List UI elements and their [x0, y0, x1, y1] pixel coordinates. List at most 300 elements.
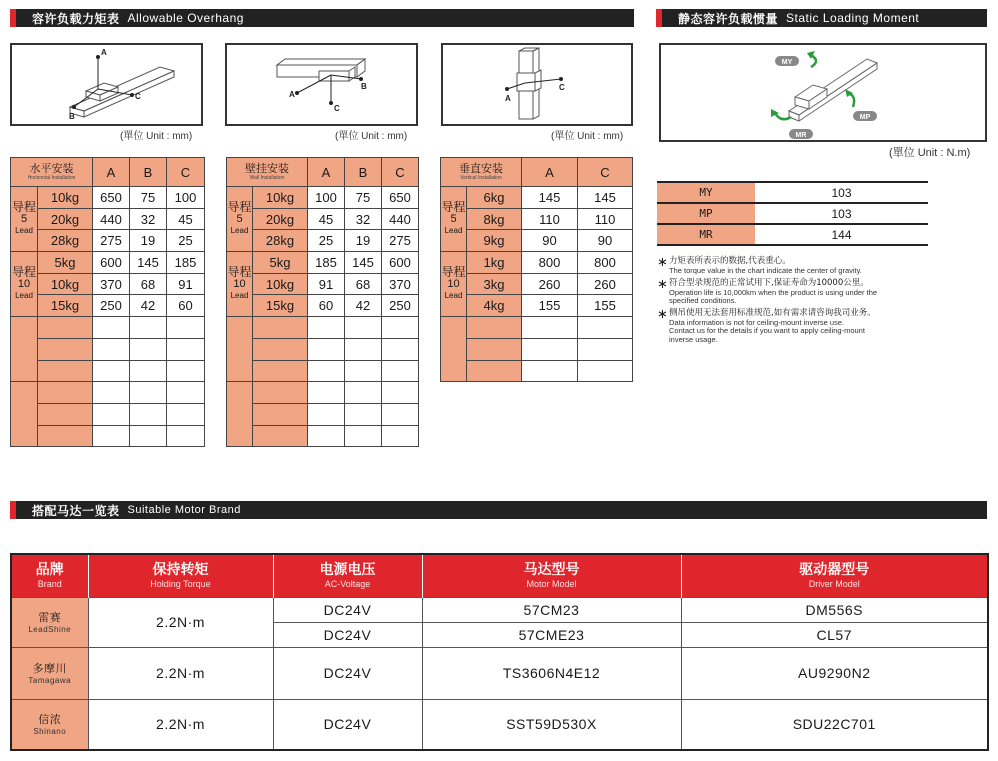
value-b: 19 [130, 230, 167, 252]
moment-section-bar [656, 9, 987, 27]
table-row [657, 182, 928, 203]
empty-cell [130, 425, 167, 447]
torque-cell: 2.2N·m [88, 597, 273, 647]
horizontal-unit-label: (單位 Unit : mm) [120, 131, 193, 142]
header-en: AC-Voltage [324, 579, 371, 590]
header-cn: 驱动器型号 [799, 562, 870, 579]
value-a: 185 [308, 252, 345, 274]
header-voltage [273, 554, 422, 597]
voltage-cell: DC24V [273, 597, 422, 622]
header-brand [11, 554, 88, 597]
empty-kg-cell [38, 382, 93, 404]
empty-cell [578, 360, 633, 382]
value-a: 100 [308, 187, 345, 209]
col-c: C [167, 158, 205, 187]
table-row [11, 230, 205, 252]
header-cn: 电源电压 [319, 562, 376, 579]
empty-cell [130, 338, 167, 360]
red-marker [10, 501, 16, 519]
overhang-title-en: Allowable Overhang [127, 11, 244, 25]
header-en: Wall Installation [249, 175, 285, 181]
value-a: 60 [308, 295, 345, 317]
empty-cell [345, 338, 382, 360]
value-a: 25 [308, 230, 345, 252]
empty-cell [578, 317, 633, 339]
empty-cell [93, 360, 130, 382]
horizontal-install-diagram [10, 43, 203, 126]
table-row [227, 187, 419, 209]
load-kg: 20kg [38, 208, 93, 230]
empty-cell [382, 317, 419, 339]
load-kg: 10kg [38, 187, 93, 209]
empty-lead-cell [441, 317, 467, 382]
empty-cell [93, 317, 130, 339]
label-my: MY [781, 59, 793, 66]
empty-cell [308, 317, 345, 339]
empty-row [227, 403, 419, 425]
empty-cell [345, 403, 382, 425]
table-row [657, 203, 928, 224]
empty-cell [382, 403, 419, 425]
wall-unit-label: (單位 Unit : mm) [335, 131, 408, 142]
header-en: Holding Torque [150, 579, 211, 590]
col-c: C [578, 158, 633, 187]
value-a: 155 [522, 295, 578, 317]
lead-cell [227, 252, 253, 317]
empty-cell [578, 338, 633, 360]
label-c: C [334, 104, 340, 113]
table-row [11, 295, 205, 317]
value-a: 275 [93, 230, 130, 252]
empty-cell [130, 360, 167, 382]
value-c: 600 [382, 252, 419, 274]
header-en: Driver Model [808, 579, 860, 590]
header-cn: 保持转矩 [152, 562, 209, 579]
empty-row [441, 338, 633, 360]
lead-cell [441, 187, 467, 252]
brand-cn: 信浓 [38, 712, 62, 726]
value-b: 68 [345, 273, 382, 295]
value-c: 91 [167, 273, 205, 295]
moment-title-cn: 静态容许负载惯量 [678, 11, 779, 26]
empty-cell [93, 338, 130, 360]
empty-cell [130, 382, 167, 404]
empty-kg-cell [253, 403, 308, 425]
moment-diagram [659, 43, 987, 142]
load-kg: 28kg [38, 230, 93, 252]
lead-num: 5 [20, 213, 28, 226]
moment-rail-drawing [661, 45, 985, 140]
vertical-install-diagram [441, 43, 633, 126]
value-c: 110 [578, 208, 633, 230]
empty-kg-cell [253, 317, 308, 339]
empty-row [227, 382, 419, 404]
lead-en: Lead [444, 226, 463, 236]
empty-cell [308, 338, 345, 360]
empty-cell [522, 317, 578, 339]
label-a: A [505, 94, 511, 103]
table-row [11, 208, 205, 230]
value-b: 145 [345, 252, 382, 274]
empty-lead-cell [227, 382, 253, 447]
empty-cell [345, 425, 382, 447]
load-kg: 1kg [467, 252, 522, 274]
value-b: 145 [130, 252, 167, 274]
voltage-cell: DC24V [273, 699, 422, 750]
empty-cell [93, 382, 130, 404]
label-b: B [361, 82, 367, 91]
brand-cell [11, 647, 88, 699]
note-cn: 侧吊使用无法套用标准规范,如有需求请咨询我司业务。 [669, 307, 876, 318]
brand-en: Tamagawa [28, 675, 72, 685]
empty-row [11, 382, 205, 404]
header-motor-model [422, 554, 681, 597]
driver-model-cell: SDU22C701 [681, 699, 988, 750]
load-kg: 9kg [467, 230, 522, 252]
driver-model-cell: AU9290N2 [681, 647, 988, 699]
empty-kg-cell [38, 403, 93, 425]
empty-row [11, 317, 205, 339]
motor-title-cn: 搭配马达一览表 [32, 503, 120, 518]
brand-cn: 雷赛 [38, 610, 62, 624]
value-a: 145 [522, 187, 578, 209]
value-c: 260 [578, 273, 633, 295]
lead-en: Lead [15, 291, 33, 301]
torque-cell: 2.2N·m [88, 647, 273, 699]
motor-model-cell: TS3606N4E12 [422, 647, 681, 699]
value-a: 90 [522, 230, 578, 252]
motor-title-en: Suitable Motor Brand [127, 504, 241, 516]
header-en: Motor Model [526, 579, 577, 590]
table-row [441, 295, 633, 317]
empty-cell [382, 338, 419, 360]
load-kg: 8kg [467, 208, 522, 230]
value-c: 45 [167, 208, 205, 230]
note-en: Contact us for the details if you want to apply ceiling-mount [669, 326, 865, 335]
asterisk-icon: ∗ [657, 305, 668, 321]
value-c: 100 [167, 187, 205, 209]
value-a: 370 [93, 273, 130, 295]
note-cn: 符合型录规范的正常试用下,保证寿命为10000公里。 [669, 277, 869, 288]
empty-cell [93, 425, 130, 447]
lead-cn: 导程 [227, 200, 252, 215]
table-header [227, 158, 308, 187]
empty-kg-cell [253, 338, 308, 360]
load-kg: 5kg [38, 252, 93, 274]
empty-cell [308, 403, 345, 425]
lead-cell [441, 252, 467, 317]
moment-value: 144 [755, 224, 928, 245]
overhang-title-cn: 容许负载力矩表 [32, 11, 120, 26]
value-b: 42 [345, 295, 382, 317]
value-c: 145 [578, 187, 633, 209]
motor-header-row [11, 554, 988, 597]
empty-cell [130, 317, 167, 339]
value-b: 75 [345, 187, 382, 209]
lead-num: 5 [236, 213, 243, 226]
empty-cell [167, 338, 205, 360]
lead-cn: 导程 [11, 200, 36, 215]
value-a: 250 [93, 295, 130, 317]
notes-list [657, 256, 957, 346]
empty-row [227, 338, 419, 360]
motor-model-cell: 57CM23 [422, 597, 681, 622]
label-c: C [135, 92, 141, 101]
col-c: C [382, 158, 419, 187]
wall-load-table [226, 157, 419, 447]
col-b: B [130, 158, 167, 187]
brand-cell [11, 699, 88, 750]
overhang-section-bar [10, 9, 634, 27]
empty-kg-cell [253, 425, 308, 447]
red-marker [10, 9, 16, 27]
empty-lead-cell [11, 317, 38, 382]
header-en: Brand [37, 579, 62, 590]
empty-lead-cell [227, 317, 253, 382]
load-kg: 15kg [38, 295, 93, 317]
value-c: 650 [382, 187, 419, 209]
empty-cell [345, 360, 382, 382]
value-c: 440 [382, 208, 419, 230]
value-c: 800 [578, 252, 633, 274]
table-row [11, 273, 205, 295]
col-b: B [345, 158, 382, 187]
empty-row [11, 360, 205, 382]
value-a: 650 [93, 187, 130, 209]
voltage-cell: DC24V [273, 647, 422, 699]
value-a: 440 [93, 208, 130, 230]
value-b: 42 [130, 295, 167, 317]
table-row [227, 252, 419, 274]
empty-row [227, 317, 419, 339]
moment-title-en: Static Loading Moment [786, 11, 920, 25]
horizontal-load-table [10, 157, 205, 447]
value-c: 275 [382, 230, 419, 252]
label-c: C [559, 83, 565, 92]
empty-cell [167, 425, 205, 447]
value-a: 110 [522, 208, 578, 230]
value-c: 250 [382, 295, 419, 317]
lead-num: 10 [447, 278, 460, 291]
lead-en: Lead [230, 226, 249, 236]
value-c: 90 [578, 230, 633, 252]
note-item [657, 256, 957, 276]
lead-en: Lead [15, 226, 33, 236]
driver-model-cell: CL57 [681, 622, 988, 647]
lead-num: 10 [233, 278, 246, 291]
value-b: 32 [345, 208, 382, 230]
note-en: specified conditions. [669, 296, 737, 305]
load-kg: 10kg [38, 273, 93, 295]
label-mr: MR [795, 132, 807, 139]
value-a: 260 [522, 273, 578, 295]
lead-en: Lead [444, 291, 463, 301]
empty-cell [308, 382, 345, 404]
moment-unit-label: (單位 Unit : N.m) [889, 147, 971, 159]
label-b: B [69, 112, 75, 121]
torque-cell: 2.2N·m [88, 699, 273, 750]
empty-kg-cell [253, 382, 308, 404]
table-row [441, 187, 633, 209]
load-kg: 5kg [253, 252, 308, 274]
table-header [441, 158, 522, 187]
empty-row [441, 317, 633, 339]
table-row [11, 187, 205, 209]
header-en: Horizontal Installation [27, 175, 76, 181]
table-row [441, 252, 633, 274]
moment-key: MY [657, 182, 755, 203]
motor-model-cell: SST59D530X [422, 699, 681, 750]
empty-cell [308, 425, 345, 447]
vertical-unit-label: (單位 Unit : mm) [551, 131, 624, 142]
load-kg: 15kg [253, 295, 308, 317]
empty-row [11, 338, 205, 360]
table-row [227, 230, 419, 252]
empty-cell [167, 360, 205, 382]
empty-row [227, 425, 419, 447]
note-item [657, 305, 957, 345]
vertical-rail-drawing [443, 45, 631, 124]
lead-cell [227, 187, 253, 252]
value-a: 91 [308, 273, 345, 295]
empty-kg-cell [253, 360, 308, 382]
driver-model-cell: DM556S [681, 597, 988, 622]
asterisk-icon: ∗ [657, 275, 668, 291]
table-row [11, 252, 205, 274]
lead-num: 5 [450, 213, 457, 226]
brand-cell [11, 597, 88, 647]
header-en: Vertical Installation [460, 175, 502, 181]
asterisk-icon: ∗ [657, 254, 668, 269]
table-row [441, 273, 633, 295]
table-row [11, 699, 988, 750]
brand-en: LeadShine [28, 624, 72, 634]
empty-kg-cell [467, 360, 522, 382]
empty-cell [308, 360, 345, 382]
empty-kg-cell [467, 317, 522, 339]
empty-cell [382, 382, 419, 404]
empty-kg-cell [38, 425, 93, 447]
load-kg: 10kg [253, 187, 308, 209]
note-en: The torque value in the chart indicate the center of gravity. [669, 266, 862, 275]
load-kg: 3kg [467, 273, 522, 295]
value-b: 19 [345, 230, 382, 252]
header-cn: 马达型号 [523, 562, 580, 579]
value-c: 60 [167, 295, 205, 317]
motor-table [10, 553, 989, 751]
empty-kg-cell [38, 317, 93, 339]
empty-cell [382, 425, 419, 447]
voltage-cell: DC24V [273, 622, 422, 647]
moment-key: MP [657, 203, 755, 224]
empty-cell [167, 382, 205, 404]
lead-cn: 导程 [227, 265, 252, 280]
horizontal-rail-drawing [12, 45, 201, 124]
table-row [227, 208, 419, 230]
col-a: A [522, 158, 578, 187]
label-a: A [289, 90, 295, 99]
wall-install-diagram [225, 43, 418, 126]
value-c: 25 [167, 230, 205, 252]
table-row [441, 230, 633, 252]
value-a: 45 [308, 208, 345, 230]
note-cn: 力矩表所表示的数据,代表重心。 [669, 256, 791, 266]
empty-cell [522, 360, 578, 382]
empty-row [11, 403, 205, 425]
empty-cell [167, 403, 205, 425]
empty-cell [382, 360, 419, 382]
load-kg: 20kg [253, 208, 308, 230]
empty-kg-cell [38, 360, 93, 382]
lead-cell [11, 252, 38, 317]
note-en: inverse usage. [669, 334, 718, 344]
table-row [11, 647, 988, 699]
red-marker [656, 9, 662, 27]
empty-cell [345, 382, 382, 404]
empty-row [11, 425, 205, 447]
motor-section-bar [10, 501, 987, 519]
table-header [11, 158, 93, 187]
table-row [227, 273, 419, 295]
brand-cn: 多摩川 [32, 661, 67, 675]
lead-cn: 导程 [441, 200, 466, 215]
value-a: 600 [93, 252, 130, 274]
value-a: 800 [522, 252, 578, 274]
empty-cell [167, 317, 205, 339]
empty-cell [522, 338, 578, 360]
note-en: Operation life is 10,000km when the product is using under the [669, 287, 878, 297]
moment-value: 103 [755, 182, 928, 203]
header-driver-model [681, 554, 988, 597]
header-cn: 水平安装 [29, 162, 74, 175]
value-c: 370 [382, 273, 419, 295]
table-row [441, 208, 633, 230]
value-b: 68 [130, 273, 167, 295]
value-c: 185 [167, 252, 205, 274]
lead-en: Lead [230, 291, 249, 301]
wall-rail-drawing [227, 45, 416, 124]
load-kg: 4kg [467, 295, 522, 317]
empty-row [441, 360, 633, 382]
load-kg: 6kg [467, 187, 522, 209]
lead-cn: 导程 [11, 265, 36, 280]
empty-kg-cell [38, 338, 93, 360]
table-row [227, 295, 419, 317]
label-a: A [101, 48, 107, 57]
moment-value: 103 [755, 203, 928, 224]
col-a: A [308, 158, 345, 187]
table-row [11, 597, 988, 622]
col-a: A [93, 158, 130, 187]
empty-lead-cell [11, 382, 38, 447]
header-cn: 垂直安装 [459, 162, 503, 175]
empty-cell [93, 403, 130, 425]
label-mp: MP [859, 114, 871, 121]
brand-en: Shinano [33, 726, 67, 736]
lead-num: 10 [17, 278, 31, 291]
empty-kg-cell [467, 338, 522, 360]
value-b: 32 [130, 208, 167, 230]
moment-key: MR [657, 224, 755, 245]
note-en: Data information is not for ceiling-mount inverse use. [669, 317, 845, 327]
empty-row [227, 360, 419, 382]
motor-model-cell: 57CME23 [422, 622, 681, 647]
load-kg: 10kg [253, 273, 308, 295]
empty-cell [345, 317, 382, 339]
note-item [657, 275, 957, 306]
load-kg: 28kg [253, 230, 308, 252]
value-c: 155 [578, 295, 633, 317]
